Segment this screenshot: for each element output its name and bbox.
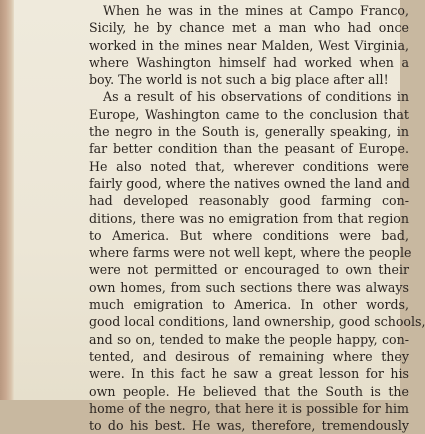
book-spine-edge	[0, 0, 14, 400]
page-text	[89, 2, 425, 434]
text-line: fairly good, where the natives owned the land and	[89, 175, 410, 191]
text-line: tented, and desirous of remaining where they	[89, 348, 409, 364]
text-line: good local conditions, land ownership, good schools,	[89, 314, 425, 330]
text-line: boy. The world is not such a big place after all!	[89, 72, 389, 88]
text-line: Sicily, he by chance met a man who had once	[89, 20, 409, 36]
text-line: where farms were not well kept, where the people	[89, 245, 412, 261]
text-line: own people. He believed that the South is the	[89, 383, 409, 399]
text-line: to America. But where conditions were bad,	[89, 227, 409, 243]
text-line: were. In this fact he saw a great lesson for his	[89, 366, 409, 382]
text-line: much emigration to America. In other words,	[89, 297, 409, 313]
text-line: and so on, tended to make the people happy, con-	[89, 331, 409, 347]
text-line: When he was in the mines at Campo Franco,	[103, 3, 409, 18]
book-page	[14, 0, 425, 434]
text-line: Europe, Washington came to the conclusion that	[89, 106, 409, 122]
text-line: He also noted that, wherever conditions were	[89, 158, 409, 174]
text-line: the negro in the South is, generally speaking, in	[89, 124, 409, 140]
text-line: home of the negro, that here it is possible for him	[89, 400, 409, 416]
text-line: were not permitted or encouraged to own their	[89, 262, 409, 278]
text-line: worked in the mines near Malden, West Virginia,	[89, 37, 409, 53]
text-line: where Washington himself had worked when a	[89, 54, 409, 70]
text-line: had developed reasonably good farming con-	[89, 193, 409, 209]
text-line: ditions, there was no emigration from that region	[89, 210, 409, 226]
text-line: As a result of his observations of conditions in	[103, 89, 409, 105]
text-line: far better condition than the peasant of Europe.	[89, 141, 409, 157]
text-line: own homes, from such sections there was always	[89, 279, 409, 295]
text-line: to do his best. He was, therefore, tremendously	[89, 418, 409, 434]
